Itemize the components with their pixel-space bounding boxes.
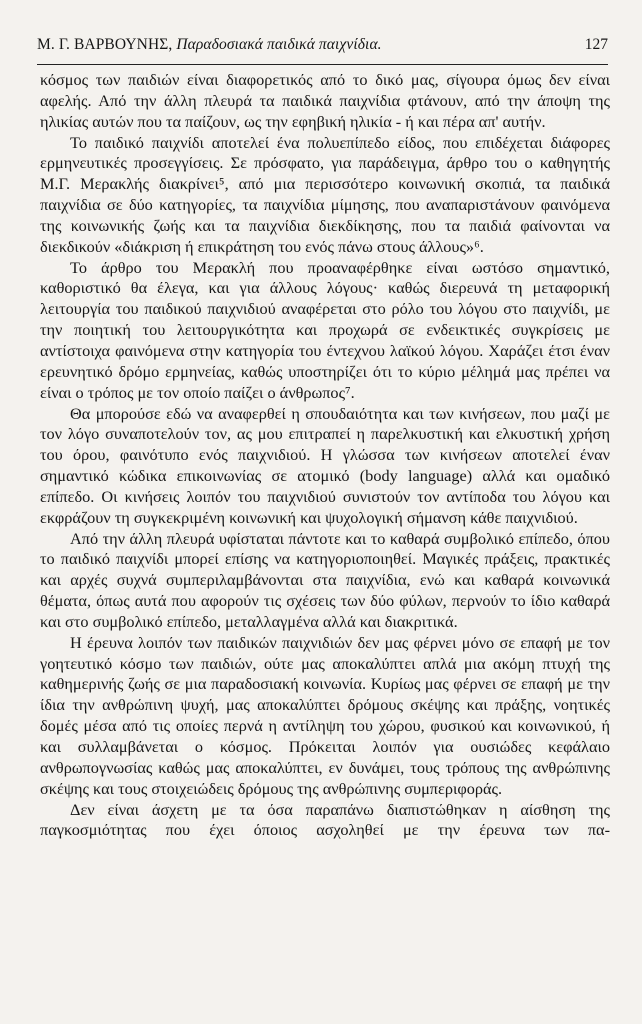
page-number: 127 [584, 36, 608, 53]
paragraph: Η έρευνα λοιπόν των παιδικών παιχνιδιών δεν μας φέρνει μόνο σε επαφή με τον γοητευτικό κόσμο των παιδιών, ούτε μας αποκαλύπτει απλά μια ακόμη πτυχή της καθημερινής ζωής σε μια παραδοσιακή κοινωνία. Κυρίως μας φέρνει σε επαφή με την ίδια την ανθρώπινη ψυχή, μας αποκαλύπτει δρόμους σκέψης και πράξης, νοητικές δομές μέσα από τις οποίες περνά η αντίληψη του χώρου, φυσικού και κοινωνικού, ή και συλλαμβάνεται ο κόσμος. Πρόκειται λοιπόν για ουσιώδες κεφάλαιο ανθρωπογνωσίας καθώς μας αποκαλύπτει, εν δυνάμει, τους τρόπους της ανθρώπινης σκέψης και τους στοιχειώδεις δρόμους της ανθρώπινης συμπεριφοράς. [40, 632, 610, 798]
header-citation [37, 36, 382, 54]
header-title: Παραδοσιακά παιδικά παιχνίδια. [176, 36, 382, 53]
paragraph: Το παιδικό παιχνίδι αποτελεί ένα πολυεπίπεδο είδος, που επιδέχεται διάφορες ερμηνευτικές προσεγγίσεις. Σε πρόσφατο, για παράδειγμα, άρθρο του ο καθηγητής Μ.Γ. Μερακλής διακρίνει⁵, από μια περισσότερο κοινωνική σκοπιά, τα παιδικά παιχνίδια σε δύο κατηγορίες, τα παιχνίδια μίμησης, που αναπαριστάνουν φαινόμενα της κοινωνικής ζωής και τα παιχνίδια διεκδίκησης, που τα παιδιά φαίνονται να διεκδικούν «διάκριση ή επικράτηση του ενός πάνω στους άλλους»⁶. [40, 132, 610, 256]
header-author: Μ. Γ. ΒΑΡΒΟΥΝΗΣ, [37, 36, 173, 53]
paragraph: Δεν είναι άσχετη με τα όσα παραπάνω διαπιστώθηκαν η αίσθηση της παγκοσμιότητας που έχει όποιος ασχοληθεί με την έρευνα των πα- [40, 799, 610, 840]
paragraph: Το άρθρο του Μερακλή που προαναφέρθηκε είναι ωστόσο σημαντικό, καθοριστικό θα έλεγα, και για άλλους λόγους· καθώς διερευνά τη μεταφορική λειτουργία του παιδικού παιχνιδιού αναφέρεται στο ρόλο του λόγου στο παιχνίδι, με την ποιητική του λειτουργικότητα και προχωρά σε ενδεικτικές συγκρίσεις με αντίστοιχα φαινόμενα στην κατηγορία του έντεχνου λαϊκού λόγου. Χαράζει έτσι έναν ερευνητικό δρόμο ερμηνείας, καθώς υποστηρίζει ότι το κύριο μέλημά μας πρέπει να είναι ο τρόπος με τον οποίο παίζει ο άνθρωπος⁷. [40, 257, 610, 402]
paragraph: κόσμος των παιδιών είναι διαφορετικός από το δικό μας, σίγουρα όμως δεν είναι αφελής. Από την άλλη πλευρά τα παιδικά παιχνίδια φτάνουν, από την άποψη της ηλικίας αυτών που τα παίζουν, ως την εφηβική ηλικία - ή και πέρα απ' αυτήν. [40, 70, 610, 131]
paragraph: Θα μπορούσε εδώ να αναφερθεί η σπουδαιότητα και των κινήσεων, που μαζί με τον λόγο συναποτελούν τον, ας μου επιτραπεί η παρελκυστική και ελκυστική χρήση του όρου, φαινότυπο ενός παιχνιδιού. Η γλώσσα των κινήσεων αποτελεί έναν σημαντικό κώδικα επικοινωνίας σε ατομικό (body language) αλλά και ομαδικό επίπεδο. Οι κινήσεις λοιπόν του παιχνιδιού συνιστούν τον αντίποδα του λόγου και εκφράζουν τη συγκεκριμένη κοινωνική και ψυχολογική σήμανση κάθε παιχνιδιού. [40, 403, 610, 527]
paragraph: Από την άλλη πλευρά υφίσταται πάντοτε και το καθαρά συμβολικό επίπεδο, όπου το παιδικό παιχνίδι μπορεί επίσης να κατηγοριοποιηθεί. Μαγικές πράξεις, πρακτικές και αρχές συχνά συμπεριλαμβάνονται στα παιχνίδια, ενώ και καθαρά κοινωνικά θέματα, όπως αυτά που αφορούν τις σχέσεις των δύο φύλων, περνούν το ίδιο καθαρά και στο συμβολικό επίπεδο, μεταλλαγμένα αλλά και διακριτικά. [40, 528, 610, 631]
body-text [40, 70, 610, 841]
running-header [37, 36, 608, 65]
